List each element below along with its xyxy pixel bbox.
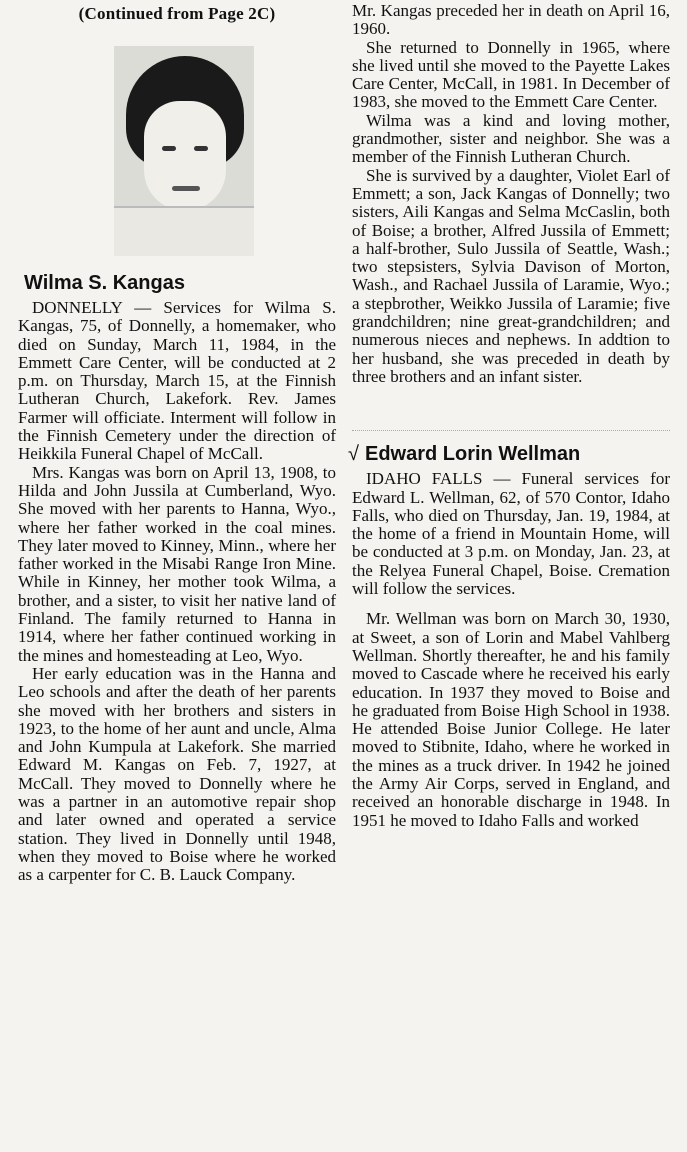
kangas-paragraph-2: Mrs. Kangas was born on April 13, 1908, to Hilda and John Jussila at Cumberland, Wyo. She moved with her parents to Hanna, Wyo., where her father worked in the coal mines. They later moved to Kinney, Minn., where her father worked in the Misabi Range Iron Mine. While in Kinney, her mother took Wilma, a brother, and a sister, to visit her native land of Finland. The family returned to Hanna in 1914, where her father continued working in the mines and homesteading at Leo, Wyo. — [18, 462, 336, 665]
photo-eye-right — [194, 146, 208, 151]
kangas-paragraph-3: Her early education was in the Hanna and Leo schools and after the death of her parents she moved with her brothers and sisters in 1923, to the home of her aunt and uncle, Alma and John Kumpula at Lakefork. She married Edward M. Kangas on Feb. 7, 1927, at McCall. They moved to Donnelly where he was a partner in an automotive repair shop and later owned and operated a service station. They lived in Donnelly until 1948, when they moved to Boise where he worked as a carpenter for C. B. Lauck Company. — [18, 663, 336, 885]
kangas-paragraph-1: DONNELLY — Services for Wilma S. Kangas, 75, of Donnelly, a homemaker, who died on Sunday, March 11, 1984, in the Emmett Care Center, will be conducted at 2 p.m. on Thursday, March 15, at the Finnish Lutheran Church, Lakefork. Rev. James Farmer will officiate. Interment will follow in the Finnish Cemetery under the direction of Heikkila Funeral Chapel of McCall. — [18, 298, 336, 464]
photo-mouth — [172, 186, 200, 191]
left-column — [18, 0, 336, 885]
photo-eye-left — [162, 146, 176, 151]
obituary-name-kangas: Wilma S. Kangas — [24, 272, 185, 294]
section-divider — [352, 430, 670, 431]
checkmark-icon: √ — [348, 443, 359, 466]
kangas-paragraph-6: She is survived by a daughter, Violet Earl of Emmett; a son, Jack Kangas of Donnelly; two sisters, Aili Kangas and Selma McCaslin, both of Boise; a brother, Alfred Jussila of Emmett; a half-brother, Sulo Jussila of Seattle, Wash.; two stepsisters, Sylvia Davison of Morton, Wash., and Rachael Jussila of Laramie, Wyo.; a stepbrother, Weikko Jussila of Laramie; five grandchildren; nine great-grandchildren; and numerous nieces and nephews. In addtion to her husband, she was preceded in death by three brothers and an infant sister. — [352, 165, 670, 386]
kangas-paragraph-4: She returned to Donnelly in 1965, where she lived until she moved to the Payette Lakes Care Center, McCall, in 1981. In December of 1983, she moved to the Emmett Care Center. — [352, 37, 670, 112]
wellman-paragraph-2: Mr. Wellman was born on March 30, 1930, at Sweet, a son of Lorin and Mabel Vahlberg Wellman. Shortly thereafter, he and his family moved to Cascade where he received his early education. In 1937 they moved to Boise and he graduated from Boise High School in 1938. He attended Boise Junior College. He later moved to Stibnite, Idaho, where he worked in the mines as a truck driver. In 1942 he joined the Army Air Corps, served in England, and received an honorable discharge in 1948. In 1951 he moved to Idaho Falls and worked — [352, 609, 670, 830]
kangas-paragraph-5: Wilma was a kind and loving mother, grandmother, sister and neighbor. She was a member of the Finnish Lutheran Church. — [352, 110, 670, 167]
photo-face — [144, 101, 226, 211]
obituary-name-wellman — [348, 443, 670, 466]
portrait-photo — [114, 46, 254, 256]
photo-collar — [114, 206, 254, 256]
kangas-continuation: Mr. Kangas preceded her in death on April 16, 1960. — [352, 1, 670, 39]
continued-line: (Continued from Page 2C) — [78, 4, 276, 23]
wellman-name-text: Edward Lorin Wellman — [364, 443, 581, 466]
right-column — [348, 0, 670, 830]
wellman-paragraph-1: IDAHO FALLS — Funeral services for Edward L. Wellman, 62, of 570 Contor, Idaho Falls, who died on Thursday, Jan. 19, 1984, at the home of a friend in Mountain Home, will be conducted at 3 p.m. on Monday, Jan. 23, at the Relyea Funeral Chapel, Boise. Cremation will follow the services. — [352, 469, 670, 599]
